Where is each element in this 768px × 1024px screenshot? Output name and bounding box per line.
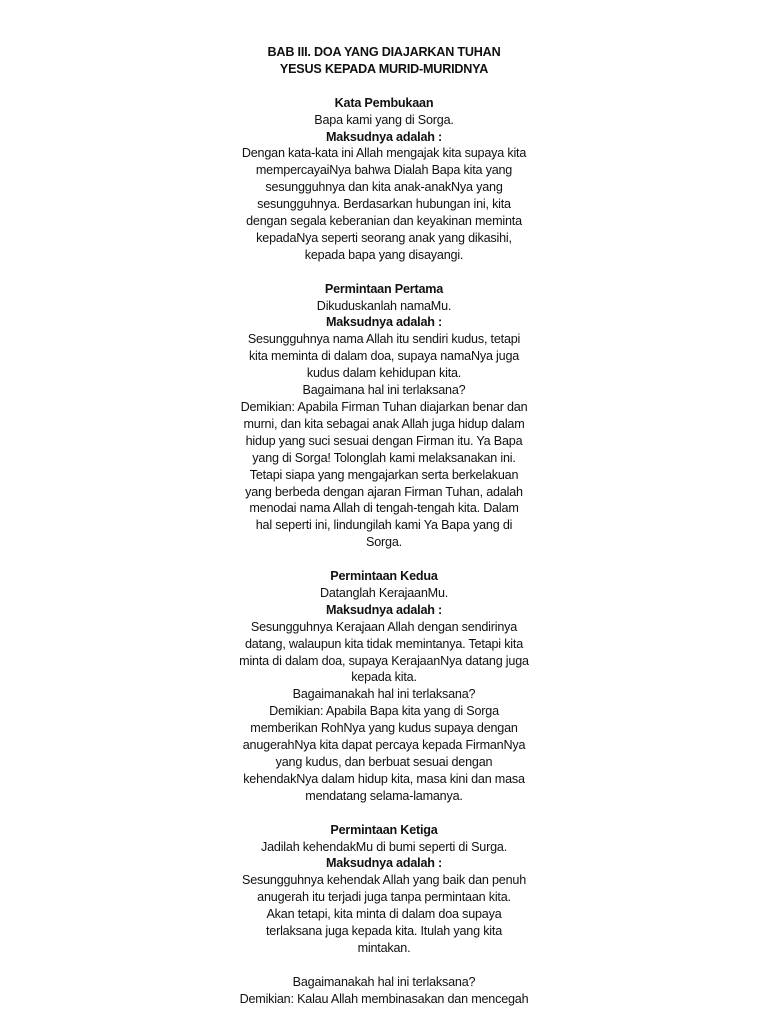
- body-line: yang berbeda dengan ajaran Firman Tuhan, adalah: [245, 484, 523, 499]
- body-line: kepadaNya seperti seorang anak yang dikasihi,: [256, 230, 512, 245]
- body-line: menodai nama Allah di tengah-tengah kita. Dalam: [249, 501, 519, 516]
- title-line: YESUS KEPADA MURID-MURIDNYA: [279, 61, 489, 76]
- body-line: Bagaimanakah hal ini terlaksana?: [292, 687, 476, 702]
- section-heading: Permintaan Kedua: [330, 569, 438, 584]
- section-verse: Datanglah KerajaanMu.: [319, 585, 449, 600]
- body-line: murni, dan kita sebagai anak Allah juga hidup dalam: [243, 416, 525, 431]
- body-line: sesungguhnya dan kita anak-anakNya yang: [265, 180, 503, 195]
- section-verse: Dikuduskanlah namaMu.: [316, 298, 452, 313]
- body-line: mendatang selama-lamanya.: [305, 788, 463, 803]
- body-line: Sorga.: [366, 535, 402, 550]
- body-line: kepada bapa yang disayangi.: [304, 247, 464, 262]
- body-line: Sesungguhnya Kerajaan Allah dengan sendirinya: [250, 619, 518, 634]
- body-line: minta di dalam doa, supaya KerajaanNya datang juga: [239, 653, 529, 668]
- section-4: [0, 822, 768, 1008]
- meaning-label: Maksudnya adalah :: [325, 315, 443, 330]
- body-line: datang, walaupun kita tidak memintanya. Tetapi kita: [245, 636, 523, 651]
- body-line: anugerah itu terjadi juga tanpa permintaan kita.: [257, 890, 511, 905]
- document-title: [0, 44, 768, 78]
- body-line: mintakan.: [357, 940, 411, 955]
- body-line: Dengan kata-kata ini Allah mengajak kita supaya kita: [241, 146, 527, 161]
- section-heading: Kata Pembukaan: [334, 95, 434, 110]
- body-line: kehendakNya dalam hidup kita, masa kini dan masa: [243, 771, 525, 786]
- body-line: hidup yang suci sesuai dengan Firman itu. Ya Bapa: [245, 433, 523, 448]
- section-heading: Permintaan Ketiga: [330, 822, 438, 837]
- body-line: Akan tetapi, kita minta di dalam doa supaya: [266, 907, 502, 922]
- section-verse: Jadilah kehendakMu di bumi seperti di Surga.: [260, 839, 508, 854]
- document-page: [0, 44, 768, 1008]
- section-2: [0, 281, 768, 552]
- body-line: terlaksana juga kepada kita. Itulah yang kita: [265, 924, 503, 939]
- body-line: Sesungguhnya kehendak Allah yang baik dan penuh: [242, 873, 526, 888]
- body-line: kudus dalam kehidupan kita.: [306, 366, 462, 381]
- section-verse: Bapa kami yang di Sorga.: [314, 112, 454, 127]
- body-line: Sesungguhnya nama Allah itu sendiri kudus, tetapi: [247, 332, 521, 347]
- body-line: yang di Sorga! Tolonglah kami melaksanakan ini.: [252, 450, 516, 465]
- body-line: Demikian: Kalau Allah membinasakan dan mencegah: [239, 991, 529, 1006]
- section-1: [0, 95, 768, 264]
- section-3: [0, 568, 768, 805]
- section-heading: Permintaan Pertama: [324, 281, 444, 296]
- body-line: kepada kita.: [351, 670, 417, 685]
- meaning-label: Maksudnya adalah :: [325, 129, 443, 144]
- meaning-label: Maksudnya adalah :: [325, 856, 443, 871]
- meaning-label: Maksudnya adalah :: [325, 602, 443, 617]
- body-line: kita meminta di dalam doa, supaya namaNya juga: [248, 349, 520, 364]
- body-line: Demikian: Apabila Firman Tuhan diajarkan benar dan: [240, 400, 528, 414]
- blank-line: [0, 957, 768, 974]
- body-line: sesungguhnya. Berdasarkan hubungan ini, kita: [257, 197, 511, 212]
- document-sections: [0, 95, 768, 1008]
- body-line: anugerahNya kita dapat percaya kepada FirmanNya: [242, 738, 526, 753]
- body-line: Bagaimana hal ini terlaksana?: [302, 383, 466, 398]
- body-line: mempercayaiNya bahwa Dialah Bapa kita yang: [255, 163, 513, 178]
- body-line: Tetapi siapa yang mengajarkan serta berkelakuan: [249, 467, 519, 482]
- title-line: BAB III. DOA YANG DIAJARKAN TUHAN: [267, 45, 501, 59]
- body-line: yang kudus, dan berbuat sesuai dengan: [275, 755, 493, 770]
- body-line: memberikan RohNya yang kudus supaya dengan: [250, 721, 518, 736]
- body-line: hal seperti ini, lindungilah kami Ya Bapa yang di: [255, 518, 513, 533]
- body-line: Demikian: Apabila Bapa kita yang di Sorga: [269, 704, 499, 719]
- body-line: dengan segala keberanian dan keyakinan meminta: [246, 214, 522, 229]
- body-line: Bagaimanakah hal ini terlaksana?: [292, 974, 476, 989]
